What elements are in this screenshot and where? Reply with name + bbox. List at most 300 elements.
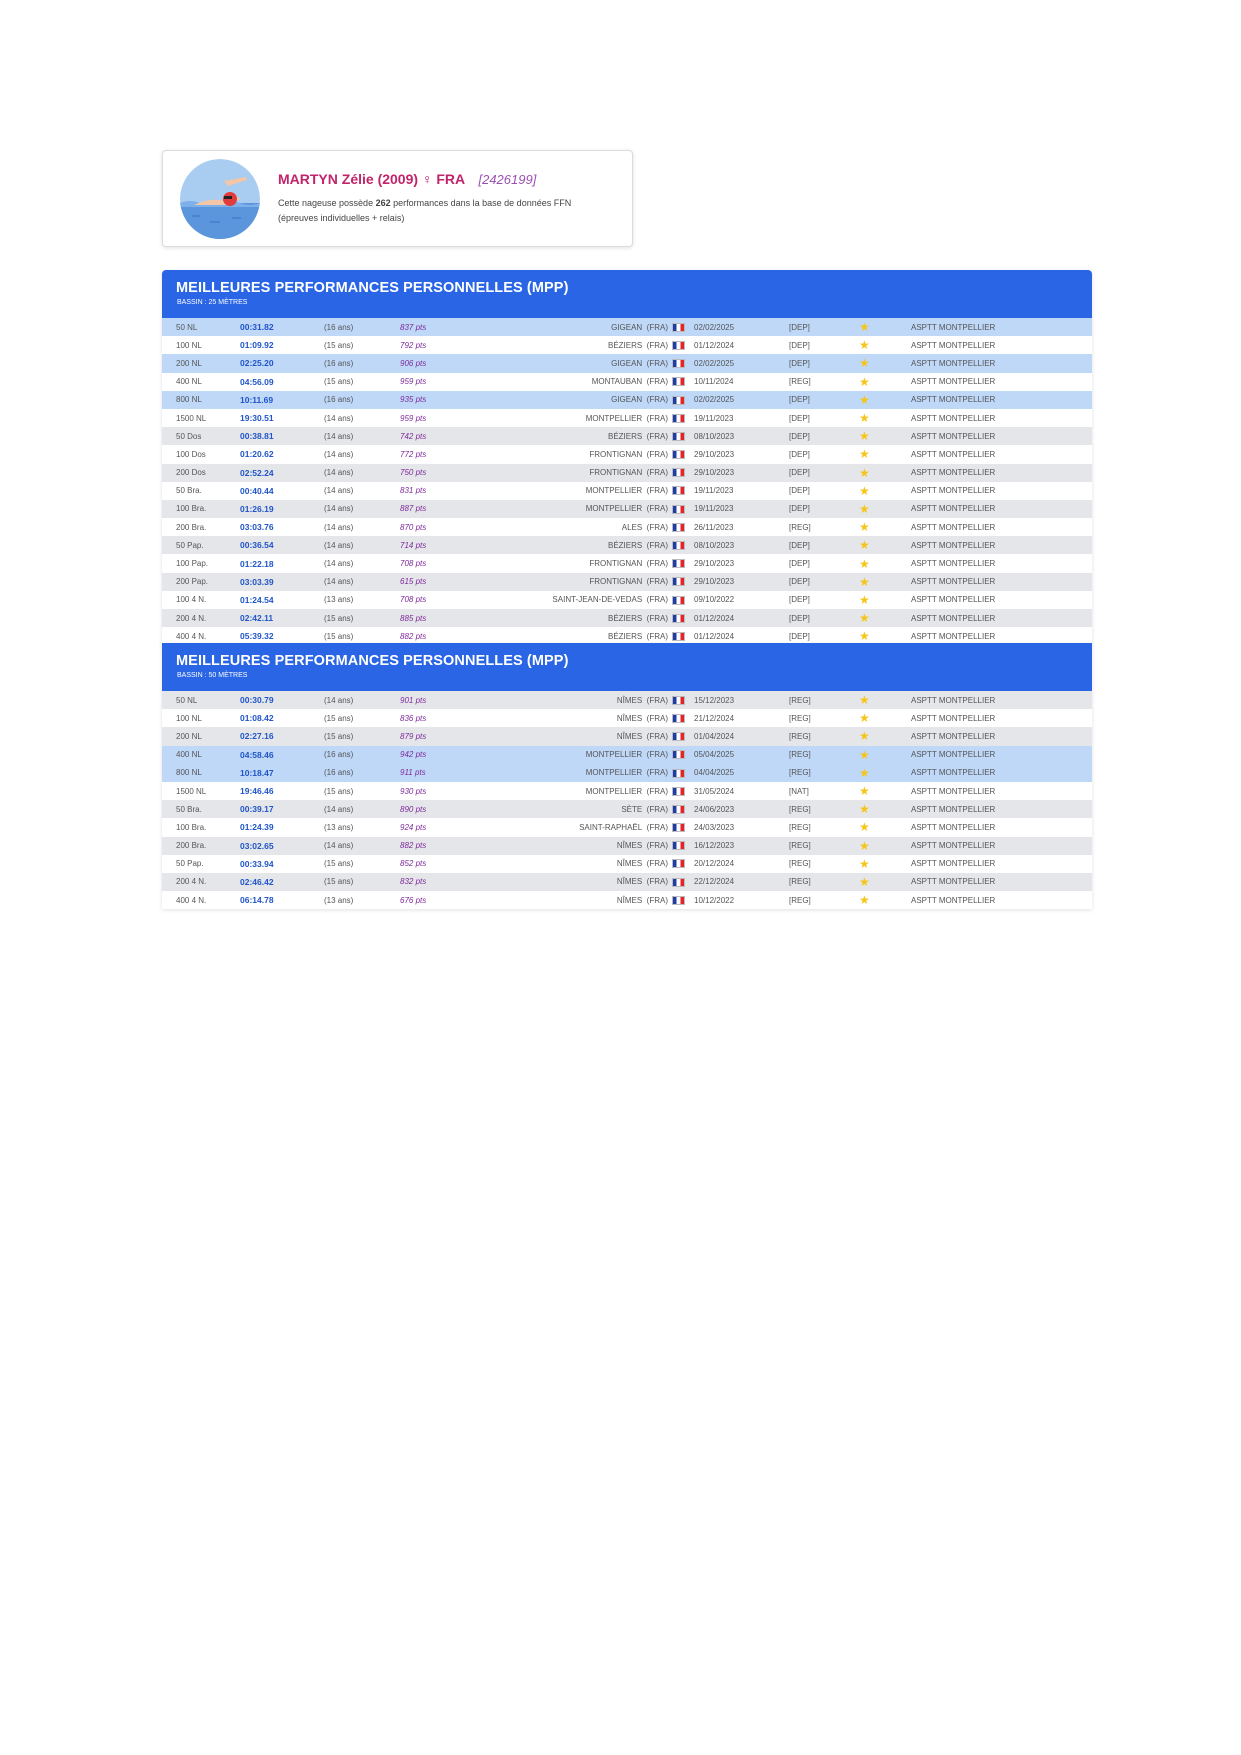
france-flag-icon: [672, 486, 685, 495]
star-icon[interactable]: ★: [859, 765, 870, 780]
table-row[interactable]: [162, 336, 1092, 354]
time-cell[interactable]: 02:46.42: [240, 873, 324, 891]
club-cell[interactable]: ASPTT MONTPELLIER: [911, 855, 1092, 873]
event-cell: 100 Bra.: [162, 818, 240, 836]
city-cell[interactable]: [472, 445, 672, 463]
star-icon[interactable]: ★: [859, 693, 870, 708]
city-name[interactable]: NÎMES: [616, 695, 643, 705]
city-cell[interactable]: [472, 336, 672, 354]
event-cell: 400 NL: [162, 373, 240, 391]
female-gender-icon: ♀: [421, 171, 433, 187]
age-cell: (15 ans): [324, 627, 400, 645]
time-cell[interactable]: 10:11.69: [240, 391, 324, 409]
time-cell[interactable]: 03:02.65: [240, 837, 324, 855]
city-cell[interactable]: [472, 746, 672, 764]
city-name[interactable]: NÎMES: [616, 841, 643, 851]
star-icon[interactable]: ★: [859, 520, 870, 535]
city-name[interactable]: GIGEAN: [611, 322, 643, 332]
age-cell: (15 ans): [324, 609, 400, 627]
event-cell: 50 Pap.: [162, 855, 240, 873]
points-cell: 714 pts: [400, 536, 472, 554]
points-cell: 742 pts: [400, 427, 472, 445]
city-name[interactable]: BÉZIERS: [607, 540, 643, 550]
date-cell: 08/10/2023: [694, 536, 789, 554]
time-cell[interactable]: 00:36.54: [240, 536, 324, 554]
date-cell: 24/03/2023: [694, 818, 789, 836]
country-code: (FRA): [646, 804, 668, 814]
points-cell: 885 pts: [400, 609, 472, 627]
age-cell: (14 ans): [324, 482, 400, 500]
star-cell: [859, 764, 911, 782]
star-icon[interactable]: ★: [859, 629, 870, 644]
club-cell[interactable]: ASPTT MONTPELLIER: [911, 573, 1092, 591]
time-cell[interactable]: 01:24.54: [240, 591, 324, 609]
city-cell[interactable]: [472, 464, 672, 482]
level-cell: [REG]: [789, 373, 859, 391]
flag-cell: [672, 800, 694, 818]
time-cell[interactable]: 03:03.76: [240, 518, 324, 536]
level-cell: [DEP]: [789, 536, 859, 554]
time-cell[interactable]: 19:46.46: [240, 782, 324, 800]
time-cell[interactable]: 06:14.78: [240, 891, 324, 909]
flag-cell: [672, 837, 694, 855]
table-row[interactable]: [162, 800, 1092, 818]
performance-count: 262: [375, 198, 391, 208]
star-icon[interactable]: ★: [859, 874, 870, 889]
club-cell[interactable]: ASPTT MONTPELLIER: [911, 818, 1092, 836]
city-name[interactable]: FRONTIGNAN: [589, 468, 643, 478]
date-cell: 31/05/2024: [694, 782, 789, 800]
date-cell: 19/11/2023: [694, 482, 789, 500]
city-cell[interactable]: [472, 709, 672, 727]
star-cell: [859, 609, 911, 627]
flag-cell: [672, 373, 694, 391]
flag-cell: [672, 354, 694, 372]
points-cell: 832 pts: [400, 873, 472, 891]
city-name[interactable]: FRONTIGNAN: [589, 577, 643, 587]
age-cell: (14 ans): [324, 837, 400, 855]
swimmer-nationality: FRA: [436, 171, 465, 187]
mpp-header-50m: [162, 643, 1092, 691]
club-cell[interactable]: ASPTT MONTPELLIER: [911, 764, 1092, 782]
star-icon[interactable]: ★: [859, 747, 870, 762]
level-cell: [DEP]: [789, 409, 859, 427]
star-icon[interactable]: ★: [859, 802, 870, 817]
star-icon[interactable]: ★: [859, 392, 870, 407]
france-flag-icon: [672, 878, 685, 887]
city-cell[interactable]: [472, 518, 672, 536]
table-row[interactable]: [162, 609, 1092, 627]
points-cell: 879 pts: [400, 727, 472, 745]
country-code: (FRA): [646, 449, 668, 459]
points-cell: 708 pts: [400, 554, 472, 572]
city-name[interactable]: ALES: [621, 522, 643, 532]
city-name[interactable]: MONTPELLIER: [585, 750, 643, 760]
france-flag-icon: [672, 750, 685, 759]
club-cell[interactable]: ASPTT MONTPELLIER: [911, 891, 1092, 909]
table-row[interactable]: [162, 727, 1092, 745]
time-cell[interactable]: 05:39.32: [240, 627, 324, 645]
city-cell[interactable]: [472, 837, 672, 855]
star-icon[interactable]: ★: [859, 483, 870, 498]
event-cell: 1500 NL: [162, 782, 240, 800]
table-row[interactable]: [162, 782, 1092, 800]
time-cell[interactable]: 00:31.82: [240, 318, 324, 336]
star-icon[interactable]: ★: [859, 556, 870, 571]
star-icon[interactable]: ★: [859, 447, 870, 462]
age-cell: (14 ans): [324, 518, 400, 536]
country-code: (FRA): [646, 750, 668, 760]
star-cell: [859, 554, 911, 572]
star-icon[interactable]: ★: [859, 320, 870, 335]
country-code: (FRA): [646, 595, 668, 605]
city-cell[interactable]: [472, 318, 672, 336]
age-cell: (16 ans): [324, 746, 400, 764]
desc-text-after: performances dans la base de données FFN: [390, 198, 572, 208]
club-cell[interactable]: ASPTT MONTPELLIER: [911, 591, 1092, 609]
star-cell: [859, 591, 911, 609]
date-cell: 15/12/2023: [694, 691, 789, 709]
city-name[interactable]: FRONTIGNAN: [589, 559, 643, 569]
flag-cell: [672, 764, 694, 782]
time-cell[interactable]: 19:30.51: [240, 409, 324, 427]
star-icon[interactable]: ★: [859, 411, 870, 426]
city-cell[interactable]: [472, 573, 672, 591]
city-name[interactable]: BÉZIERS: [607, 631, 643, 641]
city-name[interactable]: SAINT-RAPHAËL: [579, 822, 643, 832]
city-name[interactable]: NÎMES: [616, 713, 643, 723]
table-row[interactable]: [162, 518, 1092, 536]
table-row[interactable]: [162, 691, 1092, 709]
flag-cell: [672, 427, 694, 445]
date-cell: 02/02/2025: [694, 318, 789, 336]
city-name[interactable]: SÈTE: [621, 804, 643, 814]
star-icon[interactable]: ★: [859, 501, 870, 516]
points-cell: 836 pts: [400, 709, 472, 727]
country-code: (FRA): [646, 540, 668, 550]
city-cell[interactable]: [472, 409, 672, 427]
age-cell: (14 ans): [324, 536, 400, 554]
city-cell[interactable]: [472, 373, 672, 391]
city-cell[interactable]: [472, 391, 672, 409]
star-cell: [859, 354, 911, 372]
star-icon[interactable]: ★: [859, 729, 870, 744]
table-row[interactable]: [162, 445, 1092, 463]
event-cell: 50 Dos: [162, 427, 240, 445]
city-name[interactable]: MONTPELLIER: [585, 504, 643, 514]
city-cell[interactable]: [472, 554, 672, 572]
mpp-table-50m: [162, 691, 1092, 909]
level-cell: [NAT]: [789, 782, 859, 800]
points-cell: 676 pts: [400, 891, 472, 909]
city-name[interactable]: MONTPELLIER: [585, 786, 643, 796]
club-cell[interactable]: ASPTT MONTPELLIER: [911, 727, 1092, 745]
star-cell: [859, 500, 911, 518]
time-cell[interactable]: 00:39.17: [240, 800, 324, 818]
time-cell[interactable]: 02:42.11: [240, 609, 324, 627]
club-cell[interactable]: ASPTT MONTPELLIER: [911, 709, 1092, 727]
age-cell: (15 ans): [324, 709, 400, 727]
event-cell: 400 4 N.: [162, 891, 240, 909]
club-cell[interactable]: ASPTT MONTPELLIER: [911, 609, 1092, 627]
license-id[interactable]: [2426199]: [478, 172, 537, 187]
city-name[interactable]: BÉZIERS: [607, 613, 643, 623]
date-cell: 22/12/2024: [694, 873, 789, 891]
club-cell[interactable]: ASPTT MONTPELLIER: [911, 782, 1092, 800]
flag-cell: [672, 727, 694, 745]
table-row[interactable]: [162, 536, 1092, 554]
city-cell[interactable]: [472, 536, 672, 554]
city-name[interactable]: MONTAUBAN: [591, 377, 643, 387]
level-cell: [REG]: [789, 709, 859, 727]
star-icon[interactable]: ★: [859, 429, 870, 444]
france-flag-icon: [672, 323, 685, 332]
time-cell[interactable]: 02:27.16: [240, 727, 324, 745]
level-cell: [DEP]: [789, 627, 859, 645]
star-cell: [859, 746, 911, 764]
time-cell[interactable]: 01:26.19: [240, 500, 324, 518]
table-row[interactable]: [162, 391, 1092, 409]
table-row[interactable]: [162, 818, 1092, 836]
section-subtitle: BASSIN : 50 MÈTRES: [177, 672, 248, 679]
star-icon[interactable]: ★: [859, 611, 870, 626]
city-cell[interactable]: [472, 500, 672, 518]
club-cell[interactable]: ASPTT MONTPELLIER: [911, 691, 1092, 709]
points-cell: 959 pts: [400, 373, 472, 391]
points-cell: 708 pts: [400, 591, 472, 609]
city-name[interactable]: NÎMES: [616, 859, 643, 869]
table-row[interactable]: [162, 855, 1092, 873]
star-icon[interactable]: ★: [859, 374, 870, 389]
club-cell[interactable]: ASPTT MONTPELLIER: [911, 427, 1092, 445]
table-row[interactable]: [162, 891, 1092, 909]
star-icon[interactable]: ★: [859, 838, 870, 853]
france-flag-icon: [672, 541, 685, 550]
city-cell[interactable]: [472, 855, 672, 873]
section-title: MEILLEURES PERFORMANCES PERSONNELLES (MPP): [176, 280, 569, 296]
city-cell[interactable]: [472, 591, 672, 609]
city-cell[interactable]: [472, 818, 672, 836]
club-cell[interactable]: ASPTT MONTPELLIER: [911, 873, 1092, 891]
time-cell[interactable]: 03:03.39: [240, 573, 324, 591]
city-cell[interactable]: [472, 891, 672, 909]
table-row[interactable]: [162, 427, 1092, 445]
event-cell: 100 4 N.: [162, 591, 240, 609]
time-cell[interactable]: 00:40.44: [240, 482, 324, 500]
level-cell: [DEP]: [789, 591, 859, 609]
flag-cell: [672, 445, 694, 463]
points-cell: 772 pts: [400, 445, 472, 463]
flag-cell: [672, 609, 694, 627]
time-cell[interactable]: 00:38.81: [240, 427, 324, 445]
points-cell: 906 pts: [400, 354, 472, 372]
points-cell: 831 pts: [400, 482, 472, 500]
france-flag-icon: [672, 505, 685, 514]
club-cell[interactable]: ASPTT MONTPELLIER: [911, 336, 1092, 354]
city-name[interactable]: MONTPELLIER: [585, 486, 643, 496]
event-cell: 200 NL: [162, 727, 240, 745]
time-cell[interactable]: 00:30.79: [240, 691, 324, 709]
city-name[interactable]: NÎMES: [616, 731, 643, 741]
time-cell[interactable]: 01:24.39: [240, 818, 324, 836]
age-cell: (14 ans): [324, 409, 400, 427]
country-code: (FRA): [646, 559, 668, 569]
star-icon[interactable]: ★: [859, 574, 870, 589]
time-cell[interactable]: 04:56.09: [240, 373, 324, 391]
club-cell[interactable]: ASPTT MONTPELLIER: [911, 800, 1092, 818]
city-name[interactable]: NÎMES: [616, 895, 643, 905]
level-cell: [DEP]: [789, 318, 859, 336]
city-name[interactable]: BÉZIERS: [607, 340, 643, 350]
star-icon[interactable]: ★: [859, 711, 870, 726]
flag-cell: [672, 318, 694, 336]
time-cell[interactable]: 01:09.92: [240, 336, 324, 354]
club-cell[interactable]: ASPTT MONTPELLIER: [911, 518, 1092, 536]
city-cell[interactable]: [472, 691, 672, 709]
city-cell[interactable]: [472, 764, 672, 782]
table-row[interactable]: [162, 409, 1092, 427]
country-code: (FRA): [646, 877, 668, 887]
club-cell[interactable]: ASPTT MONTPELLIER: [911, 536, 1092, 554]
table-row[interactable]: [162, 354, 1092, 372]
flag-cell: [672, 573, 694, 591]
date-cell: 29/10/2023: [694, 554, 789, 572]
club-cell[interactable]: ASPTT MONTPELLIER: [911, 318, 1092, 336]
date-cell: 05/04/2025: [694, 746, 789, 764]
club-cell[interactable]: ASPTT MONTPELLIER: [911, 409, 1092, 427]
city-cell[interactable]: [472, 727, 672, 745]
country-code: (FRA): [646, 522, 668, 532]
age-cell: (15 ans): [324, 855, 400, 873]
country-code: (FRA): [646, 468, 668, 478]
date-cell: 10/12/2022: [694, 891, 789, 909]
club-cell[interactable]: ASPTT MONTPELLIER: [911, 354, 1092, 372]
table-row[interactable]: [162, 318, 1092, 336]
france-flag-icon: [672, 732, 685, 741]
date-cell: 19/11/2023: [694, 500, 789, 518]
flag-cell: [672, 891, 694, 909]
date-cell: 01/12/2024: [694, 627, 789, 645]
club-cell[interactable]: ASPTT MONTPELLIER: [911, 627, 1092, 645]
table-row[interactable]: [162, 573, 1092, 591]
star-icon[interactable]: ★: [859, 538, 870, 553]
points-cell: 882 pts: [400, 627, 472, 645]
city-cell[interactable]: [472, 482, 672, 500]
table-row[interactable]: [162, 500, 1092, 518]
time-cell[interactable]: 01:20.62: [240, 445, 324, 463]
time-cell[interactable]: 01:22.18: [240, 554, 324, 572]
time-cell[interactable]: 04:58.46: [240, 746, 324, 764]
event-cell: 200 4 N.: [162, 609, 240, 627]
city-cell[interactable]: [472, 609, 672, 627]
club-cell[interactable]: ASPTT MONTPELLIER: [911, 464, 1092, 482]
table-row[interactable]: [162, 746, 1092, 764]
city-name[interactable]: NÎMES: [616, 877, 643, 887]
table-row[interactable]: [162, 837, 1092, 855]
city-cell[interactable]: [472, 873, 672, 891]
time-cell[interactable]: 02:52.24: [240, 464, 324, 482]
country-code: (FRA): [646, 731, 668, 741]
table-row[interactable]: [162, 554, 1092, 572]
time-cell[interactable]: 02:25.20: [240, 354, 324, 372]
age-cell: (16 ans): [324, 764, 400, 782]
city-name[interactable]: BÉZIERS: [607, 431, 643, 441]
star-cell: [859, 409, 911, 427]
date-cell: 09/10/2022: [694, 591, 789, 609]
table-row[interactable]: [162, 373, 1092, 391]
club-cell[interactable]: ASPTT MONTPELLIER: [911, 445, 1092, 463]
city-cell[interactable]: [472, 782, 672, 800]
city-name[interactable]: SAINT-JEAN-DE-VEDAS: [552, 595, 643, 605]
club-cell[interactable]: ASPTT MONTPELLIER: [911, 746, 1092, 764]
table-row[interactable]: [162, 591, 1092, 609]
table-row[interactable]: [162, 764, 1092, 782]
level-cell: [REG]: [789, 818, 859, 836]
time-cell[interactable]: 00:33.94: [240, 855, 324, 873]
star-icon[interactable]: ★: [859, 784, 870, 799]
city-name[interactable]: GIGEAN: [611, 395, 643, 405]
table-row[interactable]: [162, 482, 1092, 500]
club-cell[interactable]: ASPTT MONTPELLIER: [911, 373, 1092, 391]
flag-cell: [672, 818, 694, 836]
swimmer-profile-card: [162, 150, 633, 247]
flag-cell: [672, 691, 694, 709]
table-row[interactable]: [162, 873, 1092, 891]
club-cell[interactable]: ASPTT MONTPELLIER: [911, 554, 1092, 572]
event-cell: 100 NL: [162, 709, 240, 727]
club-cell[interactable]: ASPTT MONTPELLIER: [911, 391, 1092, 409]
city-name[interactable]: FRONTIGNAN: [589, 449, 643, 459]
country-code: (FRA): [646, 613, 668, 623]
level-cell: [REG]: [789, 800, 859, 818]
flag-cell: [672, 554, 694, 572]
city-cell[interactable]: [472, 427, 672, 445]
age-cell: (13 ans): [324, 891, 400, 909]
date-cell: 10/11/2024: [694, 373, 789, 391]
star-icon[interactable]: ★: [859, 356, 870, 371]
france-flag-icon: [672, 614, 685, 623]
date-cell: 08/10/2023: [694, 427, 789, 445]
country-code: (FRA): [646, 895, 668, 905]
star-icon[interactable]: ★: [859, 465, 870, 480]
time-cell[interactable]: 10:18.47: [240, 764, 324, 782]
date-cell: 29/10/2023: [694, 573, 789, 591]
age-cell: (14 ans): [324, 573, 400, 591]
city-name[interactable]: GIGEAN: [611, 358, 643, 368]
level-cell: [REG]: [789, 837, 859, 855]
age-cell: (14 ans): [324, 427, 400, 445]
table-row[interactable]: [162, 464, 1092, 482]
star-cell: [859, 855, 911, 873]
star-icon[interactable]: ★: [859, 856, 870, 871]
time-cell[interactable]: 01:08.42: [240, 709, 324, 727]
table-row[interactable]: [162, 709, 1092, 727]
city-name[interactable]: MONTPELLIER: [585, 768, 643, 778]
points-cell: 959 pts: [400, 409, 472, 427]
star-icon[interactable]: ★: [859, 820, 870, 835]
star-icon[interactable]: ★: [859, 592, 870, 607]
event-cell: 200 Pap.: [162, 573, 240, 591]
star-icon[interactable]: ★: [859, 338, 870, 353]
city-cell[interactable]: [472, 354, 672, 372]
club-cell[interactable]: ASPTT MONTPELLIER: [911, 482, 1092, 500]
club-cell[interactable]: ASPTT MONTPELLIER: [911, 500, 1092, 518]
points-cell: 837 pts: [400, 318, 472, 336]
star-icon[interactable]: ★: [859, 893, 870, 908]
club-cell[interactable]: ASPTT MONTPELLIER: [911, 837, 1092, 855]
city-cell[interactable]: [472, 800, 672, 818]
city-name[interactable]: MONTPELLIER: [585, 413, 643, 423]
